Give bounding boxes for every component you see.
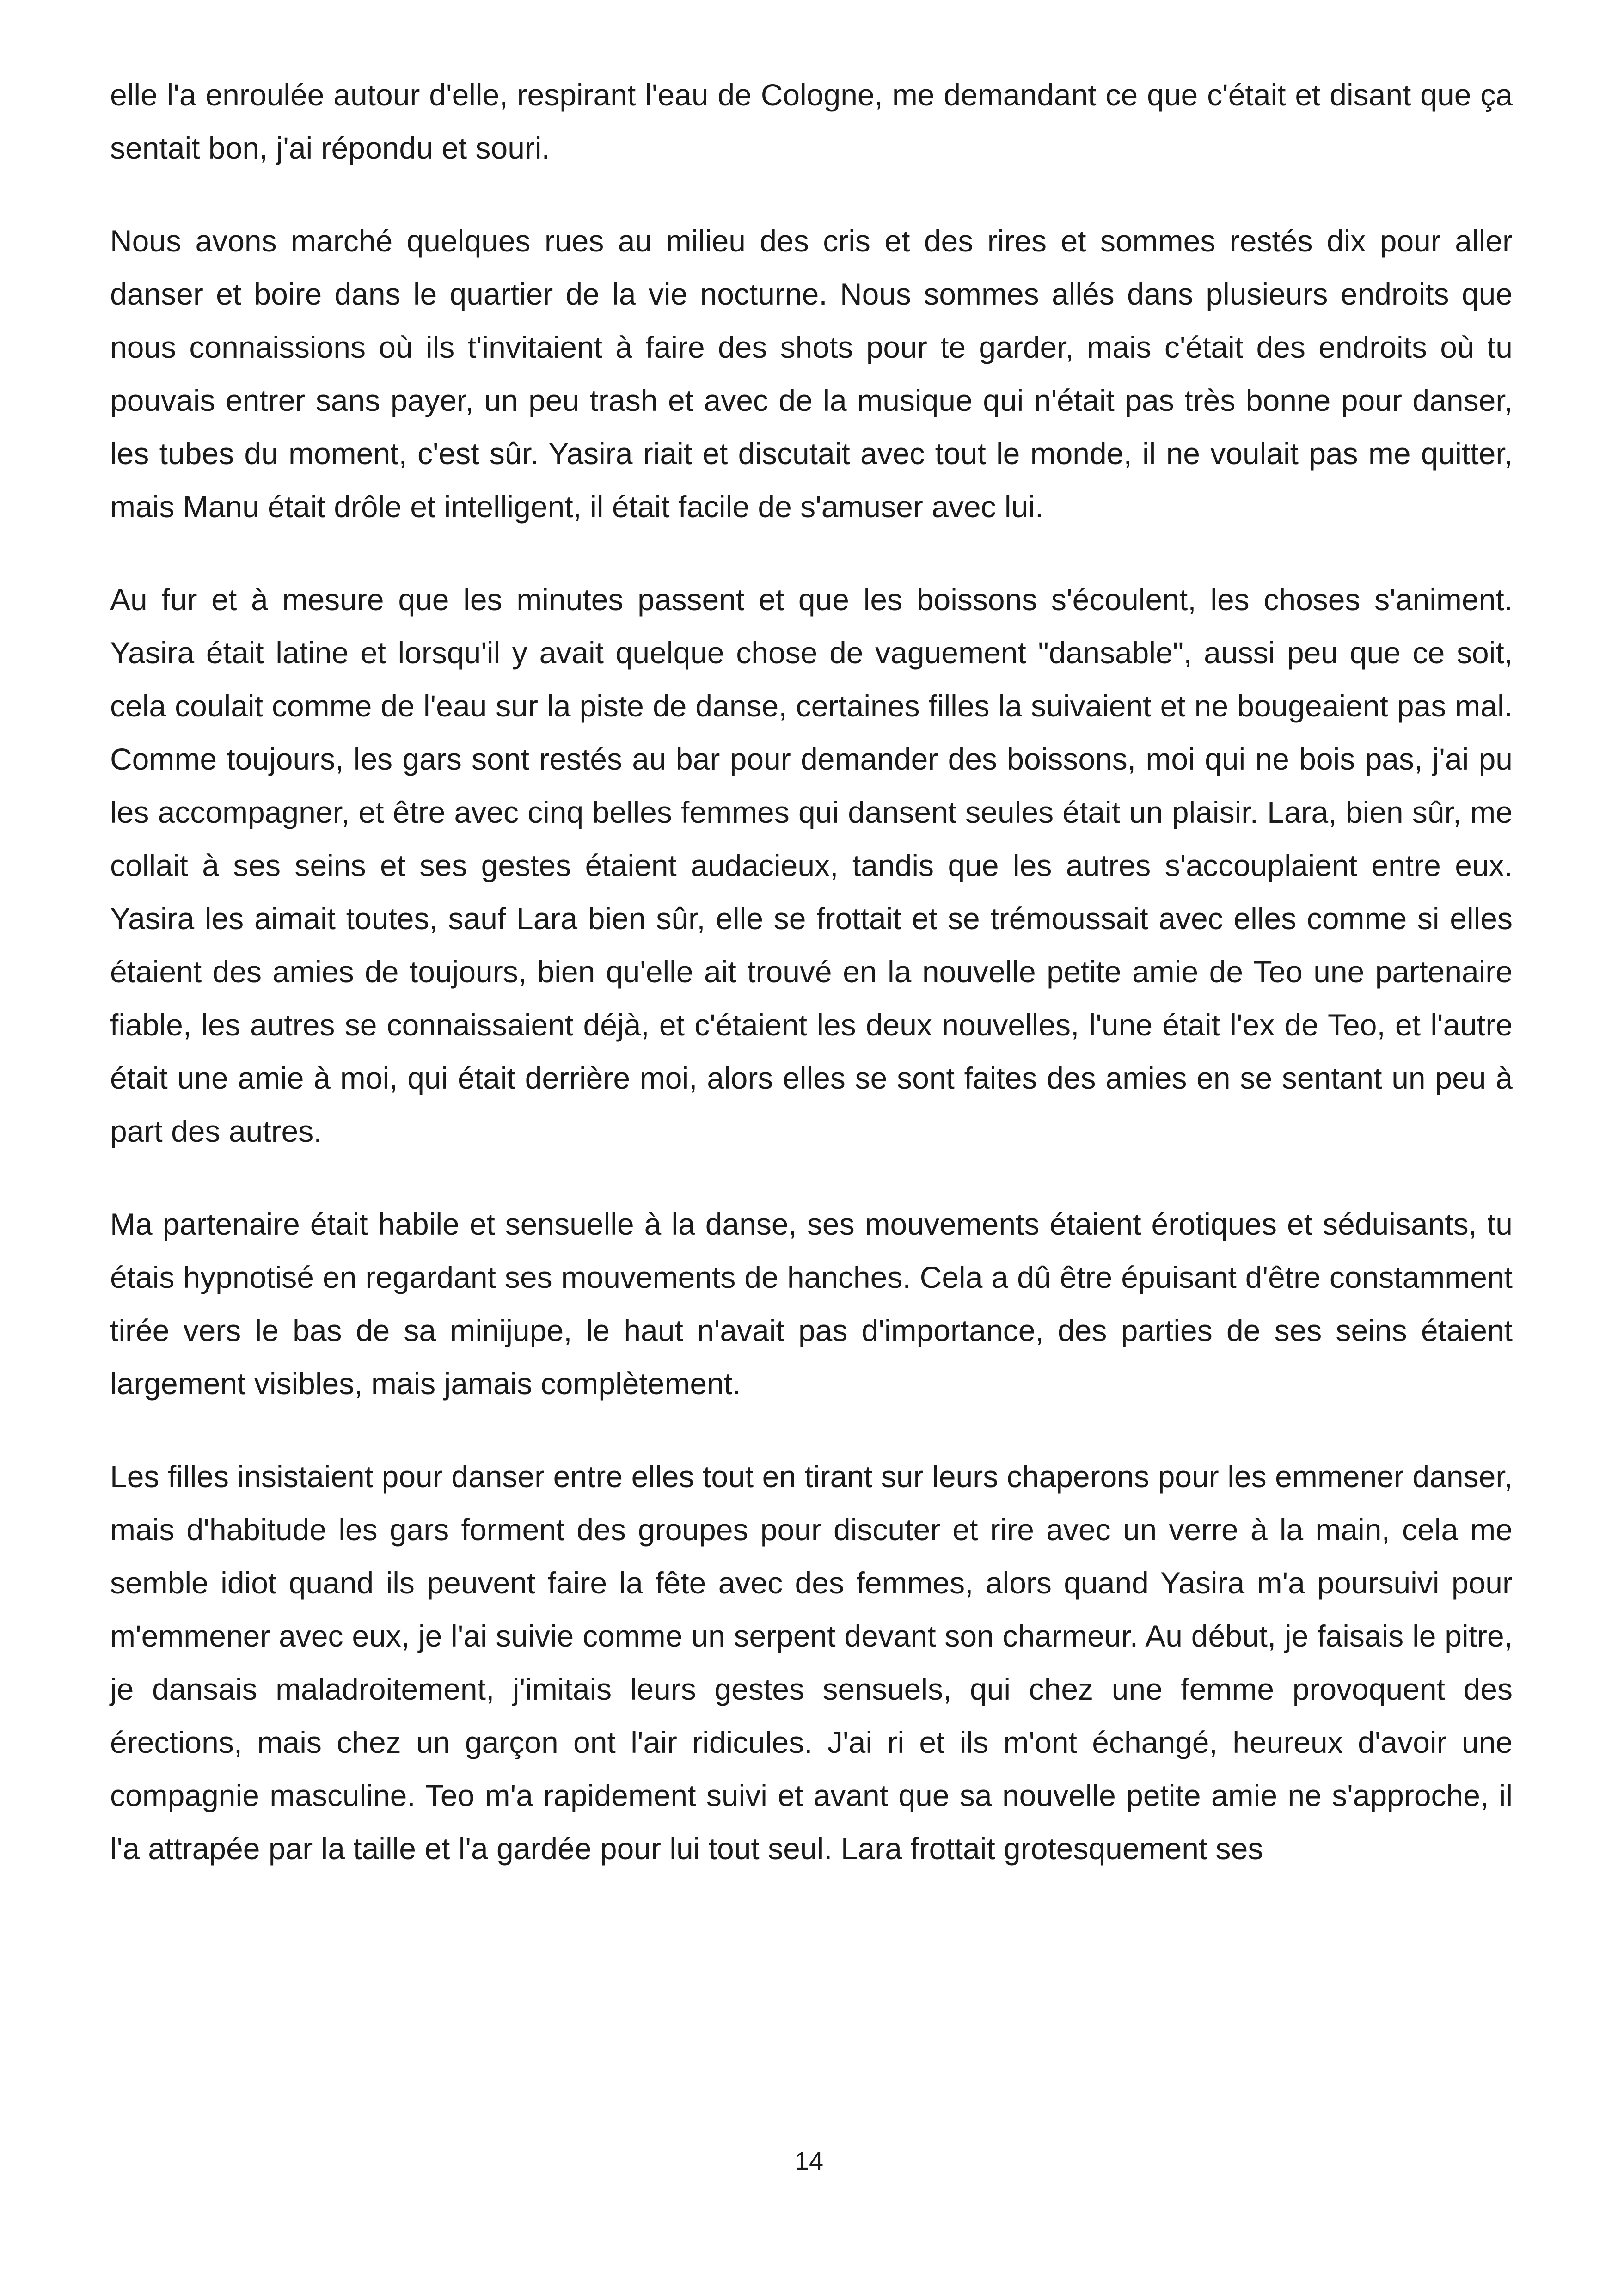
page-number: 14 (794, 2146, 824, 2175)
paragraph-5: Les filles insistaient pour danser entre elles tout en tirant sur leurs chaperons pour les emmener danser, mais d'habitude les gars forment des groupes pour discuter et rire avec un verre à la main, cela me semble idiot quand ils peuvent faire la fête avec des femmes, alors quand Yasira m'a poursuivi pour m'emmener avec eux, je l'ai suivie comme un serpent devant son charmeur. Au début, je faisais le pitre, je dansais maladroitement, j'imitais leurs gestes sensuels, qui chez une femme provoquent des érections, mais chez un garçon ont l'air ridicules. J'ai ri et ils m'ont échangé, heureux d'avoir une compagnie masculine. Teo m'a rapidement suivi et avant que sa nouvelle petite amie ne s'approche, il l'a attrapée par la taille et l'a gardée pour lui tout seul. Lara frottait grotesquement ses (110, 1459, 1513, 1866)
paragraph-3: Au fur et à mesure que les minutes passent et que les boissons s'écoulent, les choses s'animent. Yasira était latine et lorsqu'il y avait quelque chose de vaguement "dansable", aussi peu que ce soit, cela coulait comme de l'eau sur la piste de danse, certaines filles la suivaient et ne bougeaient pas mal. Comme toujours, les gars sont restés au bar pour demander des boissons, moi qui ne bois pas, j'ai pu les accompagner, et être avec cinq belles femmes qui dansent seules était un plaisir. Lara, bien sûr, me collait à ses seins et ses gestes étaient audacieux, tandis que les autres s'accouplaient entre eux. Yasira les aimait toutes, sauf Lara bien sûr, elle se frottait et se trémoussait avec elles comme si elles étaient des amies de toujours, bien qu'elle ait trouvé en la nouvelle petite amie de Teo une partenaire fiable, les autres se connaissaient déjà, et c'étaient les deux nouvelles, l'une était l'ex de Teo, et l'autre était une amie à moi, qui était derrière moi, alors elles se sont faites des amies en se sentant un peu à part des autres. (110, 582, 1513, 1148)
paragraph-2: Nous avons marché quelques rues au milieu des cris et des rires et sommes restés dix pour aller danser et boire dans le quartier de la vie nocturne. Nous sommes allés dans plusieurs endroits que nous connaissions où ils t'invitaient à faire des shots pour te garder, mais c'était des endroits où tu pouvais entrer sans payer, un peu trash et avec de la musique qui n'était pas très bonne pour danser, les tubes du moment, c'est sûr. Yasira riait et discutait avec tout le monde, il ne voulait pas me quitter, mais Manu était drôle et intelligent, il était facile de s'amuser avec lui. (110, 224, 1513, 524)
paragraph-1: elle l'a enroulée autour d'elle, respirant l'eau de Cologne, me demandant ce que c'était et disant que ça sentait bon, j'ai répondu et souri. (110, 78, 1513, 165)
body-text (110, 68, 1513, 1875)
paragraph-4: Ma partenaire était habile et sensuelle à la danse, ses mouvements étaient érotiques et séduisants, tu étais hypnotisé en regardant ses mouvements de hanches. Cela a dû être épuisant d'être constamment tirée vers le bas de sa minijupe, le haut n'avait pas d'importance, des parties de ses seins étaient largement visibles, mais jamais complètement. (110, 1207, 1513, 1401)
